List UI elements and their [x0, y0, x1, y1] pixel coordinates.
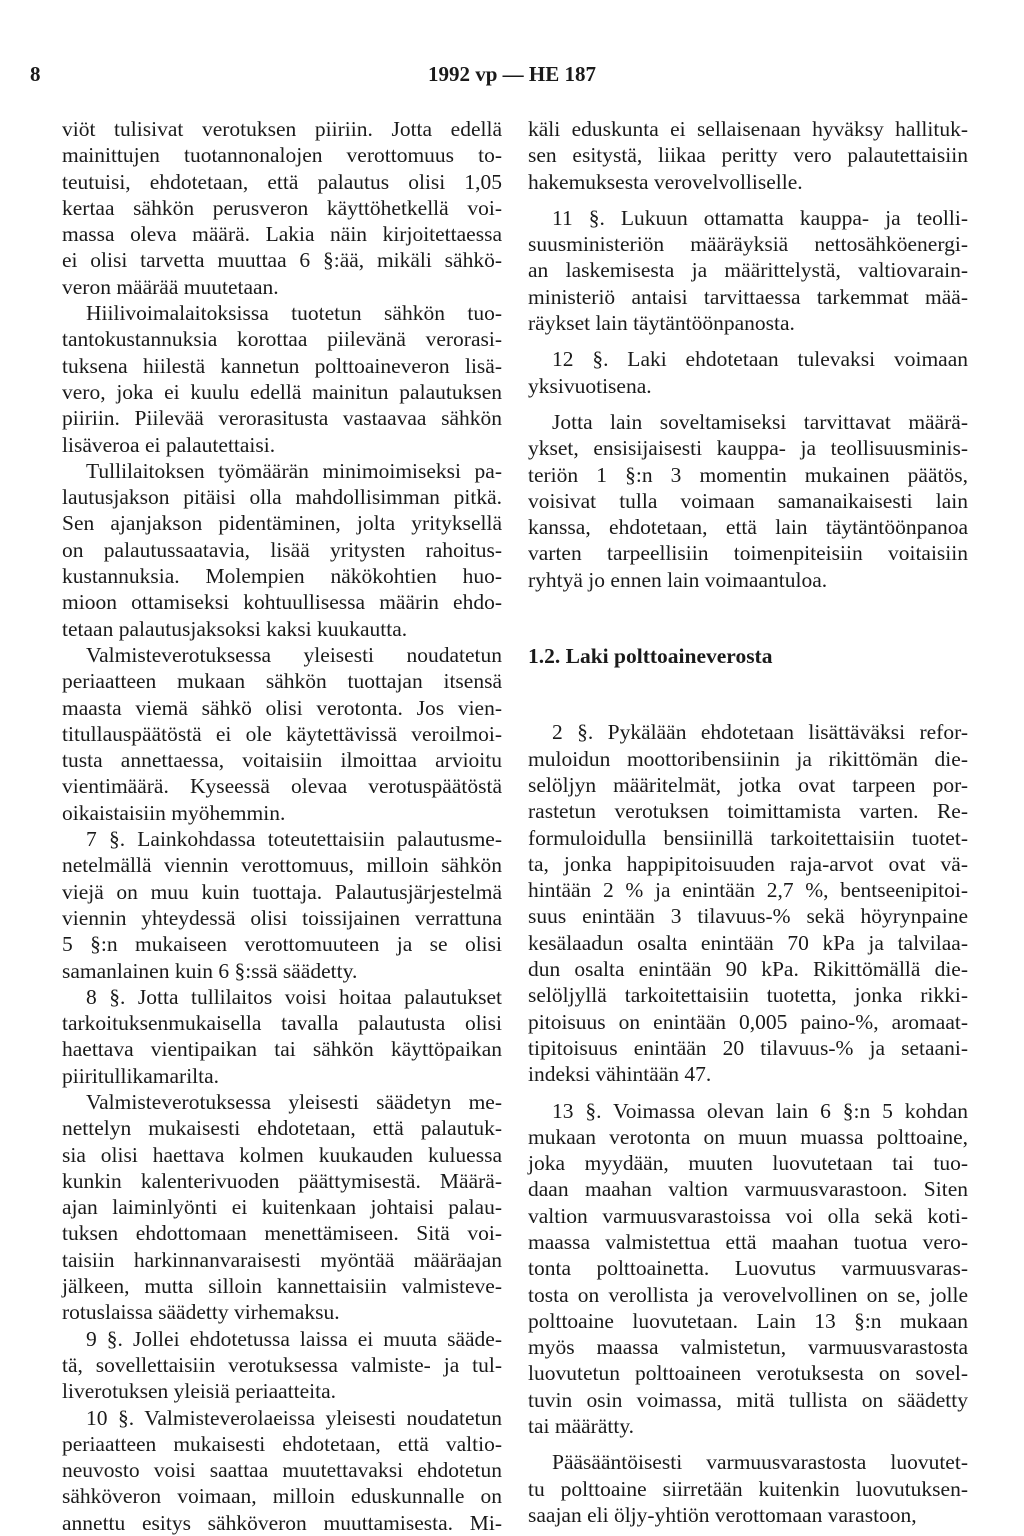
text-line: joka myydään, muuten luovutetaan tai tuo-	[528, 1151, 968, 1176]
text-line: 13 §. Voimassa olevan lain 6 §:n 5 kohdan	[552, 1098, 968, 1123]
text-line: suusministeriön määräyksiä nettosähköenergi-	[528, 232, 968, 257]
page-header	[0, 62, 1024, 92]
spacer	[528, 1088, 968, 1098]
text-line: teutuisi, ehdotetaan, että palautus olisi 1,05	[62, 169, 502, 194]
text-line: tu polttoaine siirretään kuitenkin luovutuksen-	[528, 1476, 968, 1501]
text-line: neuvosto voisi saattaa muutettavaksi ehdotetun	[62, 1458, 502, 1483]
text-line: maasta viemä sähkö olisi verotonta. Jos vien-	[62, 695, 502, 720]
text-line: indeksi vähintään 47.	[528, 1062, 712, 1087]
text-line: dun osalta enintään 90 kPa. Rikittömällä die-	[528, 957, 968, 982]
text-line: saajan eli öljy-yhtiön verottomaan varastoon,	[528, 1502, 917, 1527]
text-line: periaatteen mukaisesti ehdotetaan, että valtio-	[62, 1431, 502, 1456]
text-line: selöljyllä tarkoitettaisiin tuotetta, jonka rikki-	[528, 983, 968, 1008]
text-line: lautusjakson pitäisi olla mahdollisimman pitkä.	[62, 485, 502, 510]
text-line: taisiin harkinnanvaraisesti myöntää määräajan	[62, 1247, 502, 1272]
text-line: 8 §. Jotta tullilaitos voisi hoitaa palautukset	[86, 984, 502, 1009]
text-line: mainittujen tuotannonalojen verottomuus to-	[62, 143, 502, 168]
page-number: 8	[30, 62, 41, 86]
spacer	[528, 593, 968, 643]
right-column-part-a	[528, 116, 968, 593]
text-line: tä, sovellettaisiin verotuksessa valmiste- ja tul-	[62, 1352, 502, 1377]
text-line: hintään 2 % ja enintään 2,7 %, bentseenipitoi-	[528, 878, 968, 903]
text-line: 7 §. Lainkohdassa toteutettaisiin palautusme-	[86, 827, 502, 852]
text-line: teriön 1 §:n 3 momentin mukainen päätös,	[528, 462, 968, 487]
text-line: tuksena hiilestä kannetun polttoaineveron lisä-	[62, 353, 502, 378]
text-line: daan maahan valtion varmuusvarastoon. Siten	[528, 1177, 968, 1202]
text-line: 12 §. Laki ehdotetaan tulevaksi voimaan	[552, 347, 968, 372]
text-line: selöljyn määritelmät, jotka ovat tarpeen por-	[528, 772, 968, 797]
text-line: tai määrätty.	[528, 1414, 635, 1439]
text-line: muloidun moottoribensiinin ja rikittömän die-	[528, 746, 968, 771]
text-line: suus enintään 3 tilavuus-% sekä höyrynpaine	[528, 904, 968, 929]
text-line: ei olisi tarvetta muuttaa 6 §:ää, mikäli sähkö-	[62, 248, 502, 273]
text-line: rotuslaissa säädetty virhemaksu.	[62, 1300, 340, 1325]
text-line: kustannuksia. Molempien näkökohtien huo-	[62, 564, 502, 589]
paragraph	[62, 1089, 502, 1326]
text-line: an laskemisesta ja määrittelystä, valtiovarain-	[528, 258, 968, 283]
text-line: nettelyn mukaisesti ehdotetaan, että palautuk-	[62, 1116, 502, 1141]
text-line: varten tarpeellisiin toimenpiteisiin voitaisiin	[528, 541, 968, 566]
text-line: on palautussaatavia, lisää yritysten rahoitus-	[62, 537, 502, 562]
text-line: Jotta lain soveltamiseksi tarvittavat määrä-	[552, 409, 968, 434]
text-line: ryhtyä jo ennen lain voimaantuloa.	[528, 567, 828, 592]
paragraph	[528, 346, 968, 399]
paragraph	[62, 642, 502, 826]
spacer	[528, 1439, 968, 1449]
text-line: viennin yhteydessä olisi toissijainen verrattuna	[62, 905, 502, 930]
text-line: oikaistaisiin myöhemmin.	[62, 800, 286, 825]
text-line: valtion varmuusvarastoissa voi olla sekä koti-	[528, 1203, 968, 1228]
text-line: liverotuksen yleisiä periaatteita.	[62, 1379, 337, 1404]
paragraph	[62, 826, 502, 984]
text-line: mukaan verotonta on muun muassa polttoaine,	[528, 1124, 968, 1149]
spacer	[528, 336, 968, 346]
text-line: 5 §:n mukaiseen verottomuuteen ja se olisi	[62, 932, 502, 957]
text-line: samanlainen kuin 6 §:ssä säädetty.	[62, 958, 358, 983]
text-line: pitoisuus on enintään 0,005 paino-%, aromaat-	[528, 1009, 968, 1034]
text-line: sähköveron voimaan, milloin eduskunnalle on	[62, 1484, 502, 1509]
text-line: kesälaadun osalta enintään 70 kPa ja talvilaa-	[528, 930, 968, 955]
text-line: lisäveroa ei palautettaisi.	[62, 432, 276, 457]
paragraph	[62, 1326, 502, 1405]
text-line: tarkoituksenmukaisella tavalla palautusta olisi	[62, 1011, 502, 1036]
text-line: tonta polttoainetta. Luovutus varmuusvaras-	[528, 1256, 968, 1281]
text-line: titullauspäätöstä ei ole käytettävissä veroilmoi-	[62, 721, 502, 746]
text-line: yksivuotisena.	[528, 373, 652, 398]
text-line: viöt tulisivat verotuksen piiriin. Jotta edellä	[62, 117, 502, 141]
text-line: veron määrää muutetaan.	[62, 274, 279, 299]
paragraph	[62, 116, 502, 300]
text-line: vero, joka ei kuulu edellä mainitun palautuksen	[62, 379, 502, 404]
text-line: ta, jonka happipitoisuuden raja-arvot ovat vä-	[528, 851, 968, 876]
paragraph	[62, 1405, 502, 1536]
text-line: jälkeen, mutta silloin kannettaisiin valmisteve-	[62, 1274, 502, 1299]
text-line: 2 §. Pykälään ehdotetaan lisättäväksi refor-	[552, 720, 968, 745]
spacer	[528, 399, 968, 409]
text-line: tantokustannuksia korottaa piilevänä verorasi-	[62, 327, 502, 352]
text-line: myös maassa valmistetun, varmuusvarastosta	[528, 1335, 968, 1360]
text-line: Pääsääntöisesti varmuusvarastosta luovutet-	[552, 1450, 968, 1475]
text-line: tetaan palautusjaksoksi kaksi kuukautta.	[62, 616, 408, 641]
spacer	[528, 669, 968, 719]
text-line: tuksen ehdottomaan menettämiseen. Sitä voi-	[62, 1221, 502, 1246]
text-line: tuvin osin voimassa, mitä tullista on säädetty	[528, 1387, 968, 1412]
paragraph	[528, 205, 968, 336]
text-line: käli eduskunta ei sellaisenaan hyväksy hallituk-	[528, 117, 968, 141]
text-line: 10 §. Valmisteverolaeissa yleisesti noudatetun	[86, 1405, 502, 1430]
text-line: rastetun verotuksen toimittamista varten. Re-	[528, 799, 968, 824]
text-line: kanssa, ehdotetaan, että lain täytäntöönpanoa	[528, 515, 968, 540]
text-line: 9 §. Jollei ehdotetussa laissa ei muuta sääde-	[86, 1326, 502, 1351]
text-line: tusta annettaessa, voitaisiin ilmoittaa arvioitu	[62, 748, 502, 773]
text-line: tosta on verollista ja verovelvollinen on se, jolle	[528, 1282, 968, 1307]
text-line: Valmisteverotuksessa yleisesti noudatetun	[86, 642, 502, 667]
right-column	[528, 116, 968, 1528]
text-line: polttoaine luovutetaan. Lain 13 §:n mukaan	[528, 1308, 968, 1333]
right-column-part-b	[528, 719, 968, 1528]
running-head: 1992 vp — HE 187	[427, 62, 597, 86]
text-line: Valmisteverotuksessa yleisesti säädetyn me-	[86, 1089, 502, 1114]
text-line: sen esitystä, liikaa peritty vero palautettaisiin	[528, 143, 968, 168]
text-line: voisivat tulla voimaan samanaikaisesti lain	[528, 488, 968, 513]
text-line: annettu esitys sähköveron muuttamisesta. Mi-	[62, 1510, 502, 1535]
text-line: Tullilaitoksen työmäärän minimoimiseksi pa-	[86, 458, 502, 483]
text-line: Hiilivoimalaitoksissa tuotetun sähkön tuo-	[86, 301, 502, 326]
paragraph	[528, 1449, 968, 1528]
paragraph	[62, 300, 502, 458]
text-line: Sen ajanjakson pidentäminen, jolta yrityksellä	[62, 511, 502, 536]
text-line: hakemuksesta verovelvolliselle.	[528, 169, 803, 194]
text-line: kunkin kalenterivuoden päättymisestä. Määrä-	[62, 1168, 502, 1193]
paragraph	[528, 409, 968, 593]
text-line: haettava vientipaikan tai sähkön käyttöpaikan	[62, 1037, 502, 1062]
text-line: kertaa sähkön perusveron käyttöhetkellä voi-	[62, 195, 502, 220]
text-line: viejä on muu kuin tuottaja. Palautusjärjestelmä	[62, 879, 502, 904]
text-line: ministeriö antaisi tarvittaessa tarkemmat mää-	[528, 284, 968, 309]
text-line: periaatteen mukaan sähkön tuottajan itsensä	[62, 669, 502, 694]
paragraph	[528, 1098, 968, 1440]
text-line: 11 §. Lukuun ottamatta kauppa- ja teolli-	[552, 205, 968, 230]
text-line: netelmällä viennin verottomuus, milloin sähkön	[62, 853, 502, 878]
paragraph	[528, 719, 968, 1087]
text-line: mioon ottamiseksi kohtuullisessa määrin ehdo-	[62, 590, 502, 615]
text-line: tipitoisuus enintään 20 tilavuus-% ja setaani-	[528, 1035, 968, 1060]
text-line: sia olisi haettava kolmen kuukauden kuluessa	[62, 1142, 502, 1167]
left-column	[62, 116, 502, 1536]
text-line: maassa valmistettua että maahan tuotua vero-	[528, 1229, 968, 1254]
text-line: piiritullikamarilta.	[62, 1063, 220, 1088]
text-line: massa oleva määrä. Lakia näin kirjoitettaessa	[62, 222, 502, 247]
text-line: ykset, ensisijaisesti kauppa- ja teollisuusminis-	[528, 436, 968, 461]
paragraph	[528, 116, 968, 195]
text-line: luovutetun polttoaineen verotuksesta on sovel-	[528, 1361, 968, 1386]
text-line: räykset lain täytäntöönpanosta.	[528, 311, 795, 336]
text-line: formuloidulla bensiinillä tarkoitettaisiin tuotet-	[528, 825, 968, 850]
text-line: ajan laiminlyönti ei kuitenkaan johtaisi palau-	[62, 1195, 502, 1220]
paragraph	[62, 458, 502, 642]
text-line: piiriin. Piilevää verorasitusta vastaavaa sähkön	[62, 406, 502, 431]
paragraph	[62, 984, 502, 1089]
text-line: vientimäärä. Kyseessä olevaa verotuspäätöstä	[62, 774, 502, 799]
spacer	[528, 195, 968, 205]
section-heading: 1.2. Laki polttoaineverosta	[528, 644, 773, 669]
